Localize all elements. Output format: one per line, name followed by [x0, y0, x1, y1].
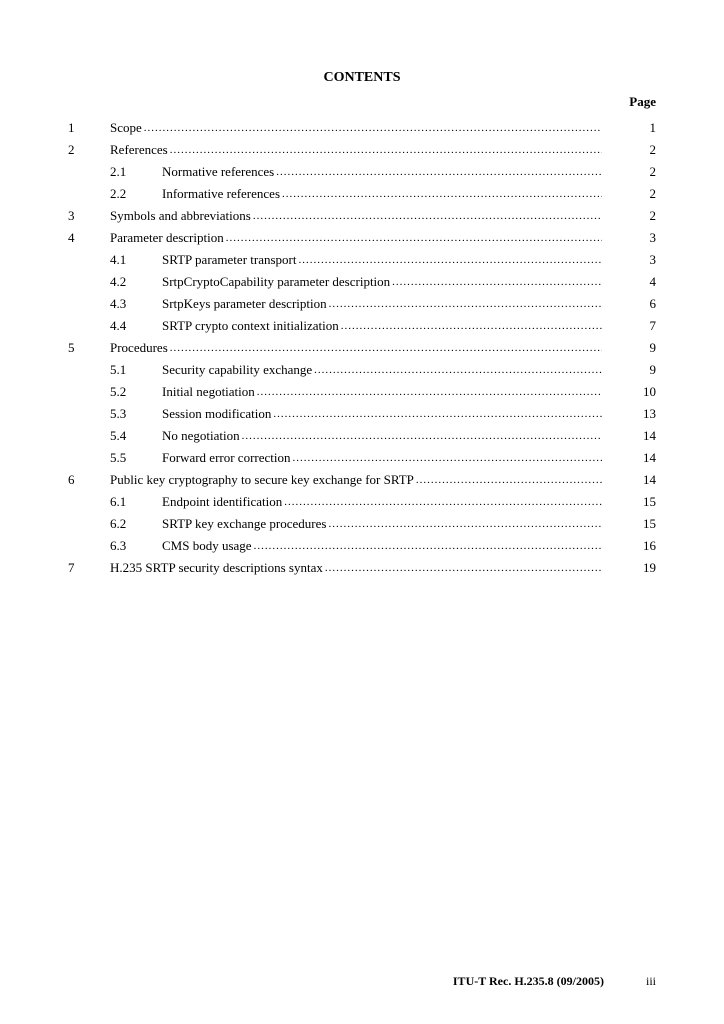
toc-entry-title: CMS body usage: [162, 538, 252, 553]
toc-dot-leader: [392, 271, 602, 293]
toc-entry-line: [110, 139, 602, 161]
toc-entry-title: Symbols and abbreviations: [110, 208, 251, 223]
toc-dot-leader: [254, 535, 602, 557]
toc-entry: [0, 271, 724, 293]
toc-entry-number: 2.2: [110, 186, 127, 201]
toc-entry: [0, 161, 724, 183]
toc-entry-page: 1: [649, 120, 656, 135]
toc-entry-title: References: [110, 142, 168, 157]
toc-entry-title: SRTP key exchange procedures: [162, 516, 327, 531]
toc-entry-line: [162, 249, 602, 271]
toc-entry-page: 19: [643, 560, 656, 575]
toc-entry-title: Public key cryptography to secure key exchange for SRTP: [110, 472, 414, 487]
toc-entry-page: 4: [649, 274, 656, 289]
footer-page-number: iii: [645, 974, 656, 988]
toc-dot-leader: [144, 117, 602, 139]
toc-dot-leader: [170, 139, 602, 161]
footer-reference: ITU-T Rec. H.235.8 (09/2005): [452, 974, 604, 988]
toc-entry-number: 6: [68, 472, 75, 487]
toc-dot-leader: [314, 359, 602, 381]
toc-entry-line: [162, 381, 602, 403]
toc-entry-line: [110, 337, 602, 359]
toc-entry-number: 4: [68, 230, 75, 245]
toc-entry-number: 7: [68, 560, 75, 575]
toc-entry-line: [110, 469, 602, 491]
toc-dot-leader: [293, 447, 603, 469]
toc-entry-line: [162, 183, 602, 205]
toc-entry: [0, 381, 724, 403]
toc-entry: [0, 293, 724, 315]
toc-dot-leader: [257, 381, 602, 403]
toc-dot-leader: [284, 491, 602, 513]
toc-entry-number: 1: [68, 120, 75, 135]
toc-entry-title: Security capability exchange: [162, 362, 313, 377]
toc-entry-page: 15: [643, 494, 656, 509]
toc-entry: [0, 359, 724, 381]
toc-entry-number: 4.4: [110, 318, 127, 333]
toc-entry: [0, 425, 724, 447]
toc-dot-leader: [242, 425, 602, 447]
toc-entry-line: [110, 557, 602, 579]
toc-entry-line: [110, 227, 602, 249]
toc-entry-line: [162, 293, 602, 315]
toc-entry-page: 6: [649, 296, 656, 311]
toc-entry-page: 3: [649, 230, 656, 245]
toc-entry-title: Endpoint identification: [162, 494, 283, 509]
toc-entry-line: [162, 491, 602, 513]
toc-dot-leader: [325, 557, 602, 579]
toc-entry-page: 9: [649, 340, 656, 355]
toc-entry-page: 14: [643, 428, 656, 443]
toc-entry-page: 7: [649, 318, 656, 333]
toc-entry-number: 6.1: [110, 494, 127, 509]
toc-entry: [0, 205, 724, 227]
toc-entry-title: No negotiation: [162, 428, 240, 443]
toc-entry: [0, 469, 724, 491]
toc-dot-leader: [170, 337, 602, 359]
toc-entry-page: 16: [643, 538, 656, 553]
toc-entry: [0, 513, 724, 535]
toc-entry: [0, 557, 724, 579]
toc-entry-title: SRTP parameter transport: [162, 252, 297, 267]
toc-entry: [0, 491, 724, 513]
toc-entry-line: [162, 161, 602, 183]
toc-dot-leader: [253, 205, 602, 227]
toc-entry: [0, 117, 724, 139]
toc-entry-number: 4.2: [110, 274, 127, 289]
page-title: CONTENTS: [323, 70, 401, 85]
toc-entry-number: 5.1: [110, 362, 127, 377]
toc-entry-title: Informative references: [162, 186, 281, 201]
toc-entry-title: Session modification: [162, 406, 272, 421]
toc-dot-leader: [329, 293, 602, 315]
toc-entry: [0, 139, 724, 161]
toc-entry-title: Forward error correction: [162, 450, 291, 465]
toc-entry-title: Initial negotiation: [162, 384, 255, 399]
toc-entry-page: 3: [649, 252, 656, 267]
toc-entry: [0, 183, 724, 205]
toc-entry-line: [162, 359, 602, 381]
toc-entry-line: [162, 315, 602, 337]
toc-entry: [0, 447, 724, 469]
toc-dot-leader: [298, 249, 602, 271]
toc-dot-leader: [226, 227, 602, 249]
toc-entry-number: 5.3: [110, 406, 127, 421]
toc-entry-page: 10: [643, 384, 656, 399]
toc-entry-title: Procedures: [110, 340, 168, 355]
toc-entry-number: 3: [68, 208, 75, 223]
toc-entry-title: SrtpCryptoCapability parameter description: [162, 274, 391, 289]
table-of-contents: [0, 116, 724, 579]
toc-entry-title: Normative references: [162, 164, 275, 179]
toc-entry: [0, 337, 724, 359]
toc-entry-number: 6.3: [110, 538, 127, 553]
toc-entry-number: 5: [68, 340, 75, 355]
toc-entry-line: [162, 513, 602, 535]
toc-entry: [0, 249, 724, 271]
toc-entry: [0, 227, 724, 249]
toc-entry-title: H.235 SRTP security descriptions syntax: [110, 560, 323, 575]
toc-entry-line: [162, 447, 602, 469]
toc-entry-page: 2: [649, 208, 656, 223]
toc-entry-page: 9: [649, 362, 656, 377]
toc-entry-line: [162, 535, 602, 557]
toc-entry-page: 13: [643, 406, 656, 421]
toc-entry-page: 2: [649, 142, 656, 157]
toc-entry-number: 5.5: [110, 450, 127, 465]
toc-entry-line: [110, 117, 602, 139]
toc-entry: [0, 535, 724, 557]
toc-entry-number: 4.3: [110, 296, 127, 311]
toc-entry-number: 4.1: [110, 252, 127, 267]
toc-entry-number: 6.2: [110, 516, 127, 531]
toc-entry-title: Scope: [110, 120, 142, 135]
toc-dot-leader: [328, 513, 602, 535]
toc-dot-leader: [341, 315, 602, 337]
toc-entry-number: 2.1: [110, 164, 127, 179]
toc-entry-line: [110, 205, 602, 227]
toc-entry-page: 14: [643, 450, 656, 465]
toc-dot-leader: [273, 403, 602, 425]
toc-entry-line: [162, 425, 602, 447]
toc-entry-title: Parameter description: [110, 230, 224, 245]
toc-entry-page: 2: [649, 186, 656, 201]
toc-entry: [0, 403, 724, 425]
toc-entry: [0, 315, 724, 337]
toc-entry-page: 2: [649, 164, 656, 179]
toc-entry-number: 5.4: [110, 428, 127, 443]
toc-entry-number: 2: [68, 142, 75, 157]
toc-dot-leader: [416, 469, 602, 491]
toc-entry-line: [162, 271, 602, 293]
toc-dot-leader: [276, 161, 602, 183]
toc-entry-title: SrtpKeys parameter description: [162, 296, 327, 311]
toc-entry-line: [162, 403, 602, 425]
page-column-heading: Page: [629, 94, 656, 109]
toc-entry-page: 14: [643, 472, 656, 487]
toc-dot-leader: [282, 183, 602, 205]
toc-entry-number: 5.2: [110, 384, 127, 399]
toc-entry-title: SRTP crypto context initialization: [162, 318, 339, 333]
toc-entry-page: 15: [643, 516, 656, 531]
